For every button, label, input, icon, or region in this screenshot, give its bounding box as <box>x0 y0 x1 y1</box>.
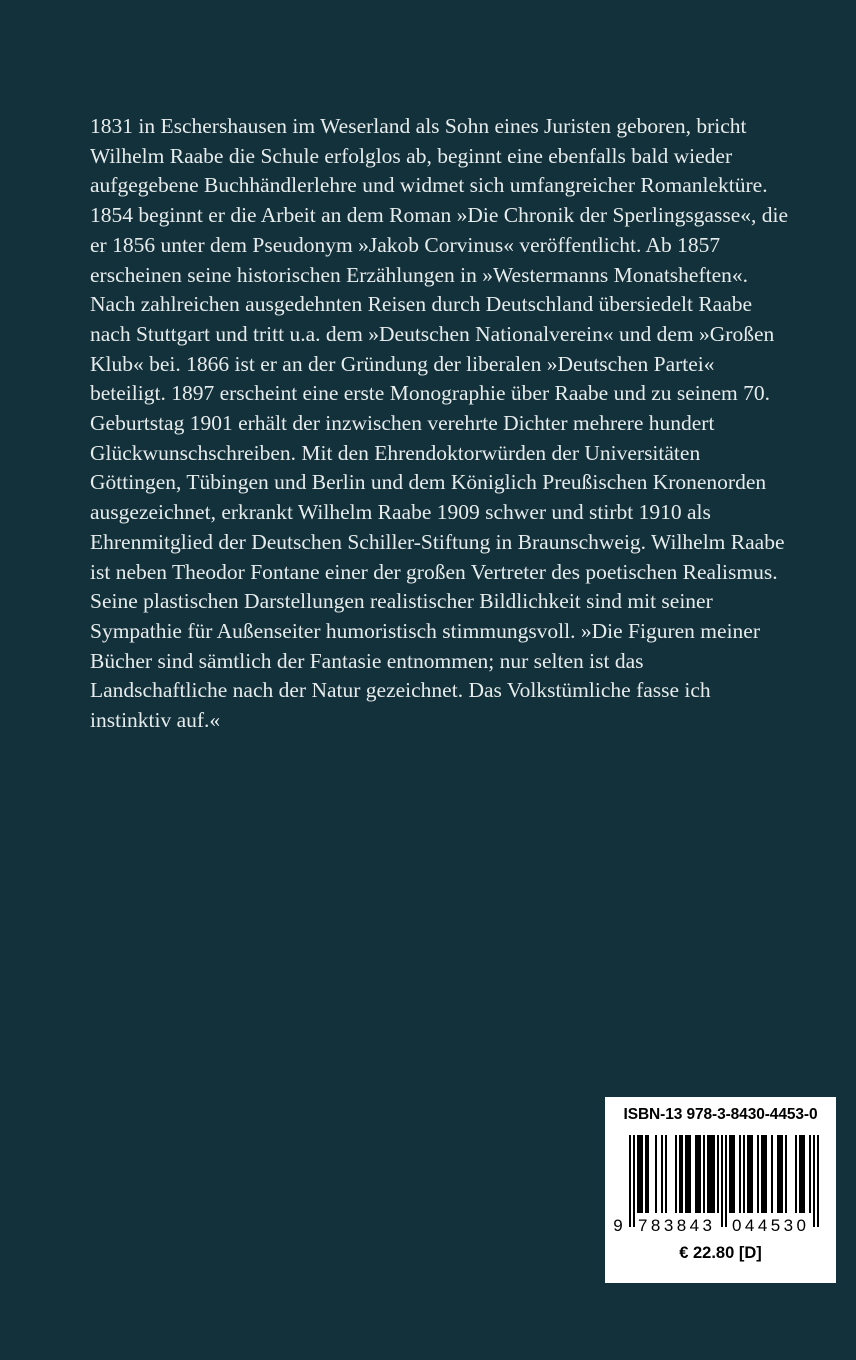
barcode-guard-bar <box>813 1135 815 1227</box>
barcode-bar <box>685 1135 691 1213</box>
barcode-bar <box>665 1135 667 1213</box>
barcode-first-digit: 9 <box>613 1216 623 1235</box>
barcode-bar <box>809 1135 811 1213</box>
barcode-bar <box>655 1135 657 1213</box>
barcode-right-digits: 044530 <box>732 1216 806 1235</box>
barcode-bar <box>757 1135 759 1213</box>
blurb-line: Nach zahlreichen ausgedehnten Reisen durch Deutschland übersiedelt Raabe <box>90 292 753 317</box>
barcode-bar <box>785 1135 787 1213</box>
barcode-guard-bar <box>721 1135 723 1227</box>
barcode-bar <box>799 1135 805 1213</box>
barcode-left-digits: 783843 <box>638 1216 712 1235</box>
barcode-bar <box>717 1135 719 1213</box>
barcode-guard-bar <box>725 1135 727 1227</box>
blurb-line: aufgegebene Buchhändlerlehre und widmet sich umfangreicher Romanlektüre. <box>90 173 768 198</box>
barcode-bar <box>703 1135 705 1213</box>
barcode-bar <box>679 1135 683 1213</box>
blurb-line: instinktiv auf.« <box>90 708 221 733</box>
price-label: € 22.80 [D] <box>679 1244 762 1262</box>
barcode-bar <box>637 1135 643 1213</box>
isbn-label: ISBN-13 978-3-8430-4453-0 <box>623 1106 818 1123</box>
barcode-bar <box>795 1135 797 1213</box>
barcode-bar <box>675 1135 677 1213</box>
barcode-bar <box>747 1135 753 1213</box>
blurb-line: Landschaftliche nach der Natur gezeichnet. Das Volkstümliche fasse ich <box>90 678 711 703</box>
blurb-line: erscheinen seine historischen Erzählungen in »Westermanns Monatsheften«. <box>90 262 748 287</box>
barcode-bars <box>629 1135 819 1227</box>
barcode-guard-bar <box>633 1135 635 1227</box>
blurb-line: Wilhelm Raabe die Schule erfolglos ab, beginnt eine ebenfalls bald wieder <box>90 143 733 168</box>
barcode-bar <box>777 1135 783 1213</box>
blurb-line: ist neben Theodor Fontane einer der großen Vertreter des poetischen Realismus. <box>90 559 778 584</box>
barcode-bar <box>743 1135 745 1213</box>
blurb-line: Sympathie für Außenseiter humoristisch stimmungsvoll. »Die Figuren meiner <box>90 618 760 643</box>
barcode-bar <box>645 1135 649 1213</box>
blurb-line: Geburtstag 1901 erhält der inzwischen verehrte Dichter mehrere hundert <box>90 411 715 436</box>
barcode-bar <box>707 1135 715 1213</box>
blurb-line: ausgezeichnet, erkrankt Wilhelm Raabe 1909 schwer und stirbt 1910 als <box>90 500 711 525</box>
barcode-bar <box>761 1135 767 1213</box>
blurb-line: Göttingen, Tübingen und Berlin und dem Königlich Preußischen Kronenorden <box>90 470 767 495</box>
blurb-line: beteiligt. 1897 erscheint eine erste Monographie über Raabe und zu seinem 70. <box>90 381 771 406</box>
blurb-line: Ehrenmitglied der Deutschen Schiller-Stiftung in Braunschweig. Wilhelm Raabe <box>90 529 785 554</box>
blurb-line: nach Stuttgart und tritt u.a. dem »Deutschen Nationalverein« und dem »Großen <box>90 321 775 346</box>
isbn-barcode-box <box>605 1097 836 1283</box>
barcode-guard-bar <box>629 1135 631 1227</box>
blurb-line: 1854 beginnt er die Arbeit an dem Roman »Die Chronik der Sperlingsgasse«, die <box>90 203 789 228</box>
barcode-bar <box>739 1135 741 1213</box>
blurb-line: Glückwunschschreiben. Mit den Ehrendoktorwürden der Universitäten <box>90 440 701 465</box>
barcode-bar <box>729 1135 735 1213</box>
blurb-line: er 1856 unter dem Pseudonym »Jakob Corvinus« veröffentlicht. Ab 1857 <box>90 232 721 257</box>
blurb-line: Klub« bei. 1866 ist er an der Gründung der liberalen »Deutschen Partei« <box>90 351 715 376</box>
barcode-bar <box>771 1135 773 1213</box>
back-cover-blurb <box>90 112 820 736</box>
barcode-guard-bar <box>817 1135 819 1227</box>
barcode <box>605 1133 836 1235</box>
blurb-line: 1831 in Eschershausen im Weserland als Sohn eines Juristen geboren, bricht <box>90 114 747 138</box>
barcode-bar <box>661 1135 663 1213</box>
barcode-bar <box>695 1135 701 1213</box>
blurb-line: Seine plastischen Darstellungen realistischer Bildlichkeit sind mit seiner <box>90 589 713 614</box>
blurb-line: Bücher sind sämtlich der Fantasie entnommen; nur selten ist das <box>90 648 644 673</box>
